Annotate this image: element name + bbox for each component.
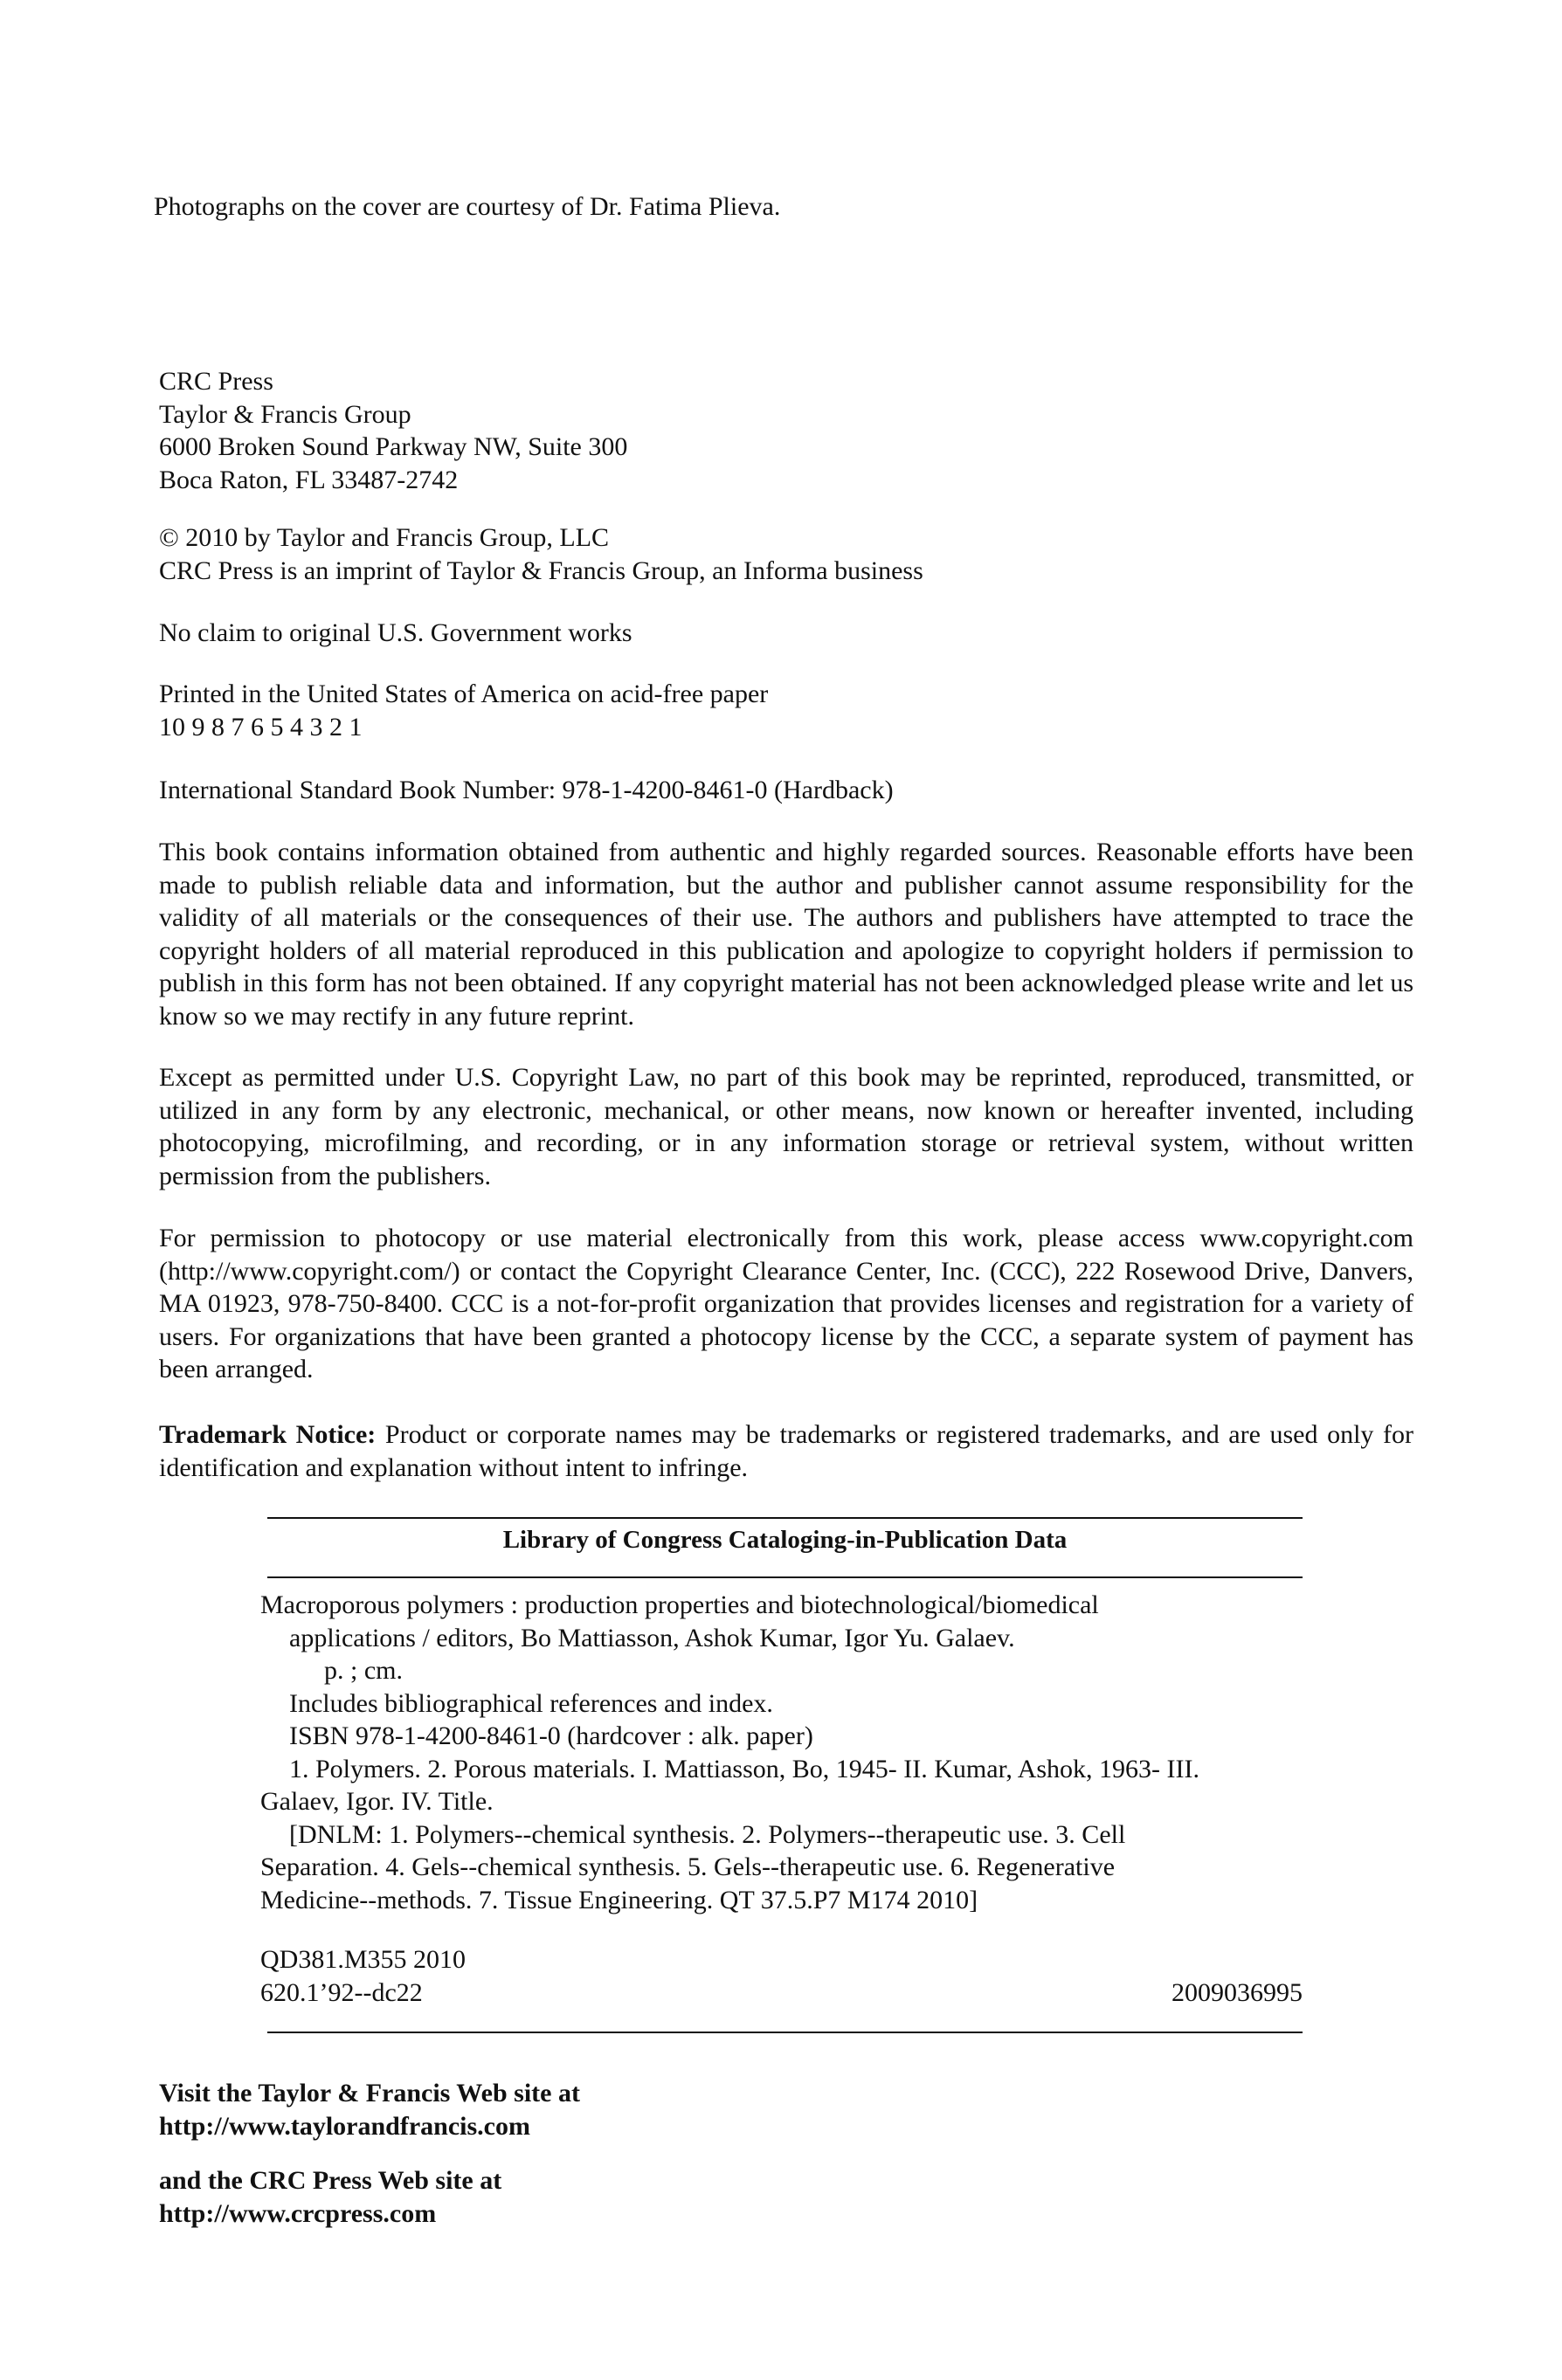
publisher-group: Taylor & Francis Group <box>159 399 411 429</box>
copyright-line-2: CRC Press is an imprint of Taylor & Francis Group, an Informa business <box>159 555 923 585</box>
printing-info <box>159 678 1413 743</box>
trademark-notice <box>159 1418 1413 1484</box>
cip-top-rule <box>267 1517 1303 1519</box>
address-line-1: 6000 Broken Sound Parkway NW, Suite 300 <box>159 432 628 461</box>
no-claim: No claim to original U.S. Government works <box>159 618 632 647</box>
printing-line-1: Printed in the United States of America on acid-free paper <box>159 680 769 708</box>
cip-notes: Includes bibliographical references and index. <box>289 1688 773 1718</box>
copyright-line-1: © 2010 by Taylor and Francis Group, LLC <box>159 523 610 552</box>
cip-physical: p. ; cm. <box>324 1656 403 1685</box>
printing-line-2: 10 9 8 7 6 5 4 3 2 1 <box>159 712 363 742</box>
cip-isbn: ISBN 978-1-4200-8461-0 (hardcover : alk. paper) <box>289 1721 813 1750</box>
cip-heading: Library of Congress Cataloging-in-Publication Data <box>502 1526 1068 1554</box>
publisher-name: CRC Press <box>159 367 273 396</box>
copyright-statement <box>159 521 1413 587</box>
tf-url-link[interactable]: http://www.taylorandfrancis.com <box>159 2111 530 2141</box>
cip-subjects-line-2: Galaev, Igor. IV. Title. <box>260 1787 494 1816</box>
isbn-statement: International Standard Book Number: 978-1-4200-8461-0 (Hardback) <box>159 776 894 804</box>
publisher-address <box>159 365 1413 496</box>
cip-lc-class: QD381.M355 2010 <box>260 1945 467 1974</box>
trademark-text: Product or corporate names may be trademarks or registered trademarks, and are used only for identification and explanation without intent to infringe. <box>159 1420 1414 1482</box>
tf-visit-text: Visit the Taylor & Francis Web site at <box>159 2079 580 2108</box>
cover-credit: Photographs on the cover are courtesy of Dr. Fatima Plieva. <box>154 192 781 221</box>
web-links <box>159 2077 1413 2230</box>
cip-bottom-rule <box>267 2032 1303 2033</box>
copyright-law-paragraph: Except as permitted under U.S. Copyright Law, no part of this book may be reprinted, reproduced, transmitted, or utilized in any form by any electronic, mechanical, or other means, now known or hereafter invented, including photocopying, microfilming, and recording, or in any information storage or retrieval system, without written permission from the publishers. <box>159 1063 1413 1190</box>
cip-dnlm-line-1: [DNLM: 1. Polymers--chemical synthesis. 2. Polymers--therapeutic use. 3. Cell <box>289 1819 1126 1849</box>
cip-title-line-2: applications / editors, Bo Mattiasson, Ashok Kumar, Igor Yu. Galaev. <box>289 1623 1015 1652</box>
cip-heading-rule <box>267 1576 1303 1578</box>
trademark-label: Trademark Notice: <box>159 1420 377 1449</box>
address-line-2: Boca Raton, FL 33487-2742 <box>159 465 459 494</box>
cip-dnlm-line-2: Separation. 4. Gels--chemical synthesis. 5. Gels--therapeutic use. 6. Regenerative <box>260 1852 1116 1881</box>
cip-lccn: 2009036995 <box>1172 1977 1303 2007</box>
cip-title-line-1: Macroporous polymers : production properties and biotechnological/biomedical <box>260 1590 1099 1619</box>
crc-url-link[interactable]: http://www.crcpress.com <box>159 2198 437 2228</box>
cip-entry <box>260 1589 1300 1916</box>
permission-paragraph: For permission to photocopy or use material electronically from this work, please access www.copyright.com (http://www.copyright.com/) or contact the Copyright Clearance Center, Inc. (CCC), 222 Rosewood Drive, Danvers, MA 01923, 978-750-8400. CCC is a not-for-profit organization that provides licenses and registration for a variety of users. For organizations that have been granted a photocopy license by the CCC, a separate system of payment has been arranged. <box>159 1224 1413 1383</box>
cip-dewey: 620.1’92--dc22 <box>260 1977 423 2007</box>
cip-dnlm-line-3: Medicine--methods. 7. Tissue Engineering. QT 37.5.P7 M174 2010] <box>260 1885 978 1914</box>
disclaimer-paragraph: This book contains information obtained from authentic and highly regarded sources. Reasonable efforts have been made to publish reliable data and information, but the author and publisher cannot assume responsibility for the validity of all materials or the consequences of their use. The authors and publishers have attempted to trace the copyright holders of all material reproduced in this publication and apologize to copyright holders if permission to publish in this form has not been obtained. If any copyright material has not been acknowledged please write and let us know so we may rectify in any future reprint. <box>159 838 1413 1031</box>
cip-subjects-line-1: 1. Polymers. 2. Porous materials. I. Mattiasson, Bo, 1945- II. Kumar, Ashok, 1963- III. <box>289 1754 1200 1783</box>
crc-visit-text: and the CRC Press Web site at <box>159 2166 502 2195</box>
cip-call-numbers <box>260 1943 1303 2009</box>
